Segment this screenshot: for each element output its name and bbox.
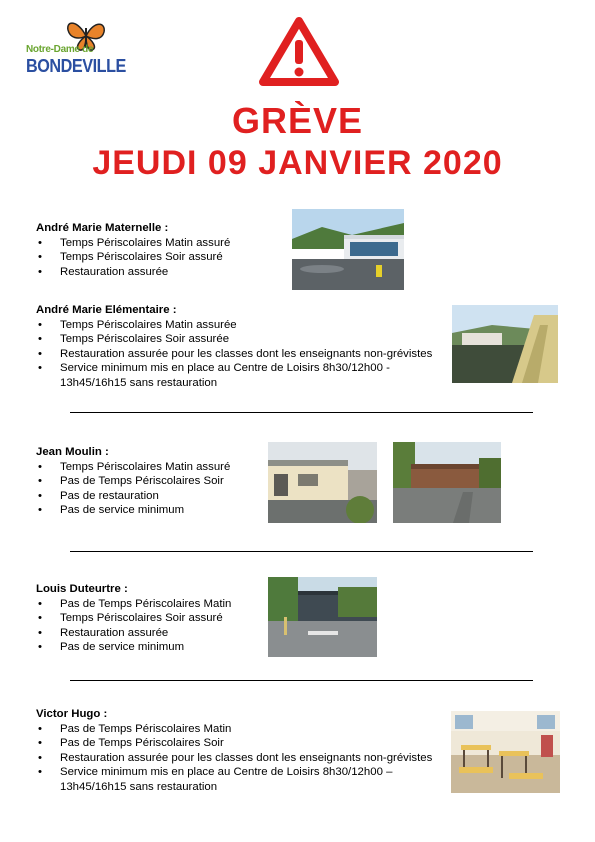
list-item: • Restauration assurée xyxy=(36,265,230,280)
school-name: Victor Hugo : xyxy=(36,708,108,720)
logo-line2: BONDEVILLE xyxy=(26,56,126,76)
list-item: • Pas de Temps Périscolaires Matin xyxy=(36,722,432,737)
strike-date: JEUDI 09 JANVIER 2020 xyxy=(92,144,503,182)
list-item: • Temps Périscolaires Matin assuré xyxy=(36,460,230,475)
school-photo xyxy=(451,711,560,793)
school-name: André Marie Maternelle : xyxy=(36,222,169,234)
list-item: • Temps Périscolaires Matin assurée xyxy=(36,318,432,333)
list-item: • Pas de service minimum xyxy=(36,503,230,518)
section-divider xyxy=(70,551,533,552)
section-divider xyxy=(70,412,533,413)
section-divider xyxy=(70,680,533,681)
school-photo xyxy=(292,209,404,290)
school-name: André Marie Elémentaire : xyxy=(36,304,177,316)
list-item: • Temps Périscolaires Soir assuré xyxy=(36,611,231,626)
list-item: • Pas de Temps Périscolaires Soir xyxy=(36,474,230,489)
list-item: • Restauration assurée xyxy=(36,626,231,641)
school-section-louis-duteurtre xyxy=(36,582,231,655)
list-item-continued: 13h45/16h15 sans restauration xyxy=(60,376,218,389)
list-item: • Pas de restauration xyxy=(36,489,230,504)
list-item: • Service minimum mis en place au Centre de Loisirs 8h30/12h00 - xyxy=(36,361,432,376)
list-item: • Restauration assurée pour les classes dont les enseignants non-grévistes xyxy=(36,751,432,766)
list-item: • Pas de service minimum xyxy=(36,640,231,655)
school-photo xyxy=(268,577,377,657)
list-item: • Temps Périscolaires Matin assuré xyxy=(36,236,230,251)
list-item: • Temps Périscolaires Soir assuré xyxy=(36,250,230,265)
school-name: Louis Duteurtre : xyxy=(36,583,128,595)
strike-title: GRÈVE xyxy=(231,100,364,141)
school-photo xyxy=(452,305,558,383)
list-item-continued: 13h45/16h15 sans restauration xyxy=(60,780,218,793)
school-photo xyxy=(393,442,501,523)
school-section-elementaire xyxy=(36,303,432,391)
list-item: • Pas de Temps Périscolaires Matin xyxy=(36,597,231,612)
logo-line1: Notre-Dame de xyxy=(26,44,94,55)
school-section-maternelle xyxy=(36,221,230,279)
school-section-jean-moulin xyxy=(36,445,230,518)
list-item: • Restauration assurée pour les classes dont les enseignants non-grévistes xyxy=(36,347,432,362)
list-item: • Pas de Temps Périscolaires Soir xyxy=(36,736,432,751)
school-section-victor-hugo xyxy=(36,707,432,795)
warning-icon xyxy=(258,16,340,88)
list-item: • Service minimum mis en place au Centre de Loisirs 8h30/12h00 – xyxy=(36,765,432,780)
list-item: • Temps Périscolaires Soir assurée xyxy=(36,332,432,347)
town-logo xyxy=(20,18,130,80)
school-photo xyxy=(268,442,377,523)
school-name: Jean Moulin : xyxy=(36,446,109,458)
